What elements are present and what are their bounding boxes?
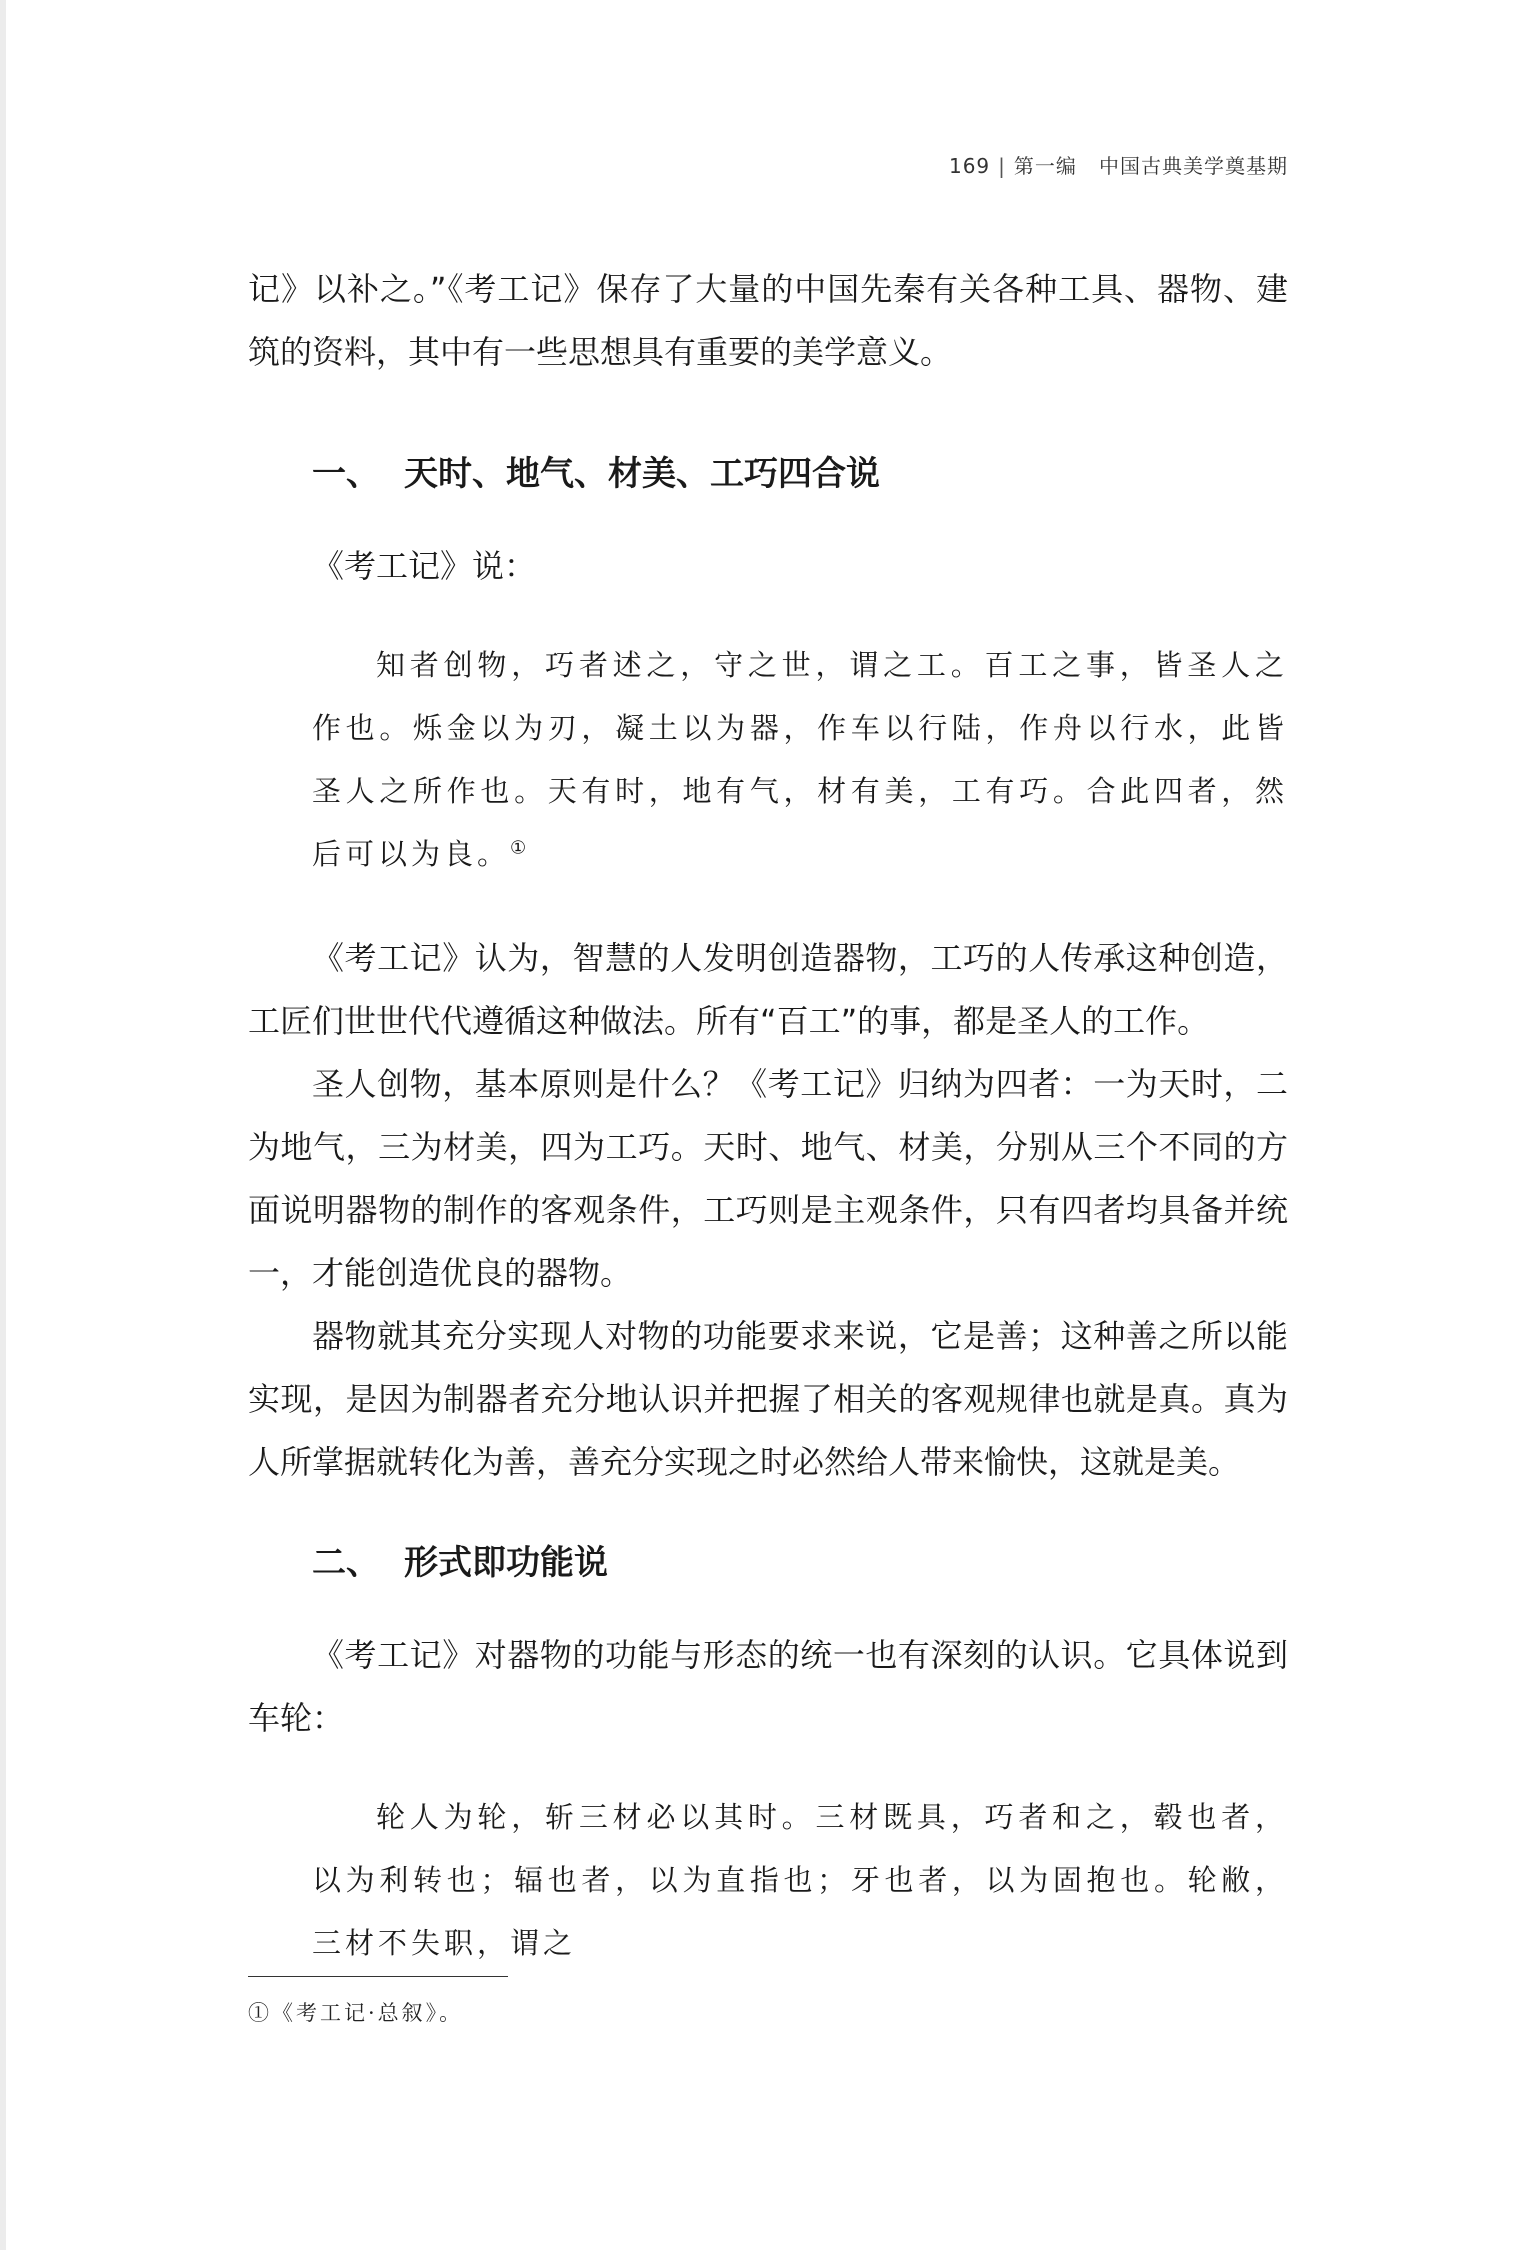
footnote-rule: [248, 1976, 508, 1977]
footnote: ①《考工记·总叙》。: [248, 2001, 464, 2025]
block-quote-1-text: 知者创物，巧者述之，守之世，谓之工。百工之事，皆圣人之作也。烁金以为刃，凝土以为器，作车以行陆，作舟以行水，此皆圣人之所作也。天有时，地有气，材有美，工有巧。合此四者，然后可以为良。: [312, 648, 1288, 871]
section-title-1: 天时、地气、材美、工巧四合说: [404, 454, 880, 494]
section-number-2: 二、: [312, 1543, 380, 1583]
quote-intro-1: 《考工记》说：: [312, 547, 537, 585]
paragraph-1: 《考工记》认为，智慧的人发明创造器物，工巧的人传承这种创造，工匠们世世代代遵循这种做法。所有“百工”的事，都是圣人的工作。: [248, 939, 1288, 1040]
section-title-2: 形式即功能说: [404, 1543, 608, 1583]
page-content: [248, 258, 1288, 1975]
page-number: 169: [948, 154, 991, 178]
paragraph-2: 圣人创物，基本原则是什么？《考工记》归纳为四者：一为天时，二为地气，三为材美，四为工巧。天时、地气、材美，分别从三个不同的方面说明器物的制作的客观条件，工巧则是主观条件，只有四者均具备并统一，才能创造优良的器物。: [248, 1065, 1288, 1292]
page-edge: [0, 0, 6, 2250]
paragraph-3: 器物就其充分实现人对物的功能要求来说，它是善；这种善之所以能实现，是因为制器者充分地认识并把握了相关的客观规律也就是真。真为人所掌据就转化为善，善充分实现之时必然给人带来愉快，这就是美。: [248, 1317, 1288, 1481]
section-heading-2: [248, 1538, 1288, 1588]
header-separator: |: [998, 154, 1006, 178]
section-heading-1: [248, 449, 1288, 499]
block-quote-2: 轮人为轮，斩三材必以其时。三材既具，巧者和之，毂也者，以为利转也；辐也者，以为直指也；牙也者，以为固抱也。轮敝，三材不失职，谓之: [312, 1800, 1288, 1960]
block-quote-1: [248, 634, 1288, 886]
footnote-marker: ①: [510, 837, 531, 859]
running-header: [949, 150, 1288, 179]
paragraph-continued: 记》以补之。”《考工记》保存了大量的中国先秦有关各种工具、器物、建筑的资料，其中有一些思想具有重要的美学意义。: [248, 270, 1288, 371]
paragraph-4: 《考工记》对器物的功能与形态的统一也有深刻的认识。它具体说到车轮：: [248, 1636, 1288, 1737]
part-title: 中国古典美学奠基期: [1099, 154, 1288, 178]
section-number-1: 一、: [312, 454, 380, 494]
part-label: 第一编: [1013, 154, 1077, 178]
